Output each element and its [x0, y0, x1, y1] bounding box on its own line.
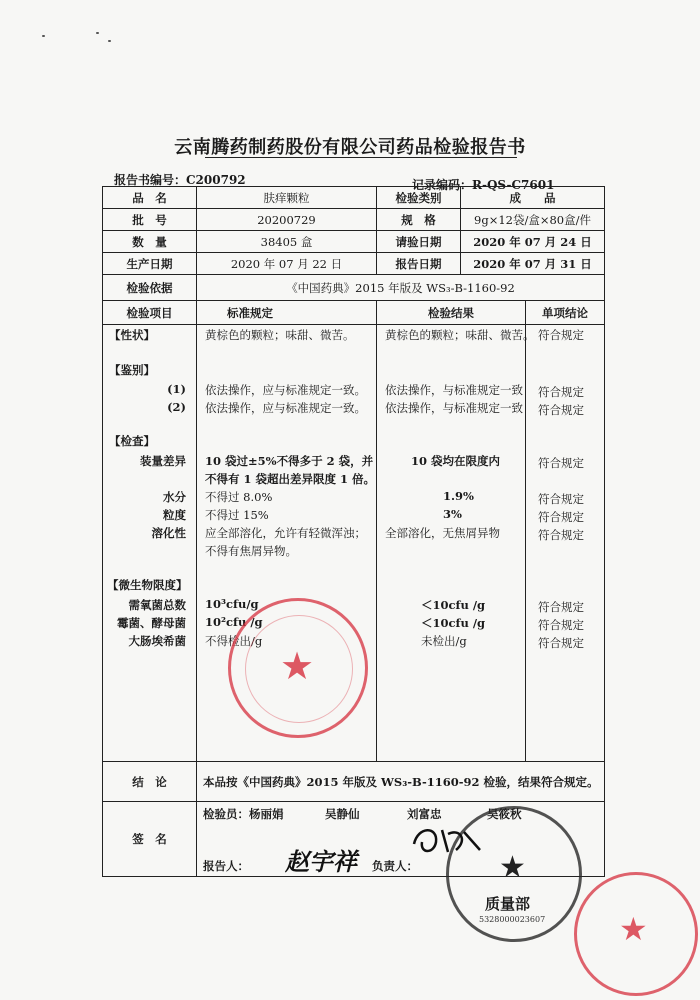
inspector-name-4: 吴筱秋 — [487, 807, 522, 821]
conclusion-zhuangliang: 符合规定 — [538, 456, 584, 470]
conclusion-dachang: 符合规定 — [538, 636, 584, 650]
scan-speck — [42, 35, 45, 37]
standard-meijun: 10²cfu /g — [205, 615, 263, 629]
quantity-label: 数 量 — [103, 231, 197, 253]
request-date-value: 2020 年 07 月 24 日 — [461, 231, 605, 253]
inspection-seal — [228, 598, 368, 738]
responsible-signature — [408, 820, 488, 860]
result-lidu: 3% — [443, 507, 462, 521]
items-column — [103, 325, 197, 762]
item-shuifen: 水分 — [163, 490, 186, 504]
request-date-label: 请验日期 — [377, 231, 461, 253]
results-column — [377, 325, 535, 762]
standard-jb1: 依法操作，应与标准规定一致。 — [205, 383, 366, 397]
table-row — [103, 275, 605, 301]
reporter-signature: 赵宇祥 — [285, 847, 357, 876]
table-row — [103, 253, 605, 275]
responsible-label: 负责人： — [372, 859, 418, 873]
conclusion-text: 本品按《中国药典》2015 年版及 WS₃-B-1160-92 检验，结果符合规定。 — [197, 762, 605, 802]
inspector-name-1: 杨丽娟 — [249, 807, 284, 821]
quantity-value: 38405 盒 — [197, 231, 377, 253]
distributor-seal — [574, 872, 698, 996]
conclusion-shuifen: 符合规定 — [538, 492, 584, 506]
conclusion-xuyang: 符合规定 — [538, 600, 584, 614]
item-jb2: (2) — [167, 400, 186, 414]
result-zhuangliang: 10 袋均在限度内 — [411, 454, 501, 468]
item-weishengwu: 【微生物限度】 — [107, 578, 188, 592]
standard-shuifen: 不得过 8.0% — [205, 490, 273, 504]
item-jianbie: 【鉴别】 — [109, 363, 155, 377]
result-jb1: 依法操作，与标准规定一致 — [385, 383, 523, 397]
conclusion-label: 结 论 — [103, 762, 197, 802]
standard-zhuangliang-2: 不得有 1 袋超出差异限度 1 倍。 — [205, 472, 376, 486]
seal-inner-ring — [245, 615, 353, 723]
result-meijun: ＜10cfu /g — [421, 616, 486, 630]
result-shuifen: 1.9% — [443, 489, 474, 503]
basis-value: 《中国药典》2015 年版及 WS₃-B-1160-92 — [197, 275, 605, 301]
item-zhuangliang: 装量差异 — [140, 454, 186, 468]
standard-rongjie-2: 不得有焦屑异物。 — [205, 544, 297, 558]
conclusions-column — [526, 325, 605, 762]
distributor-seal-star-icon: ★ — [619, 910, 648, 948]
product-name-value: 肤痒颗粒 — [197, 187, 377, 209]
spec-label: 规 格 — [377, 209, 461, 231]
standard-jb2: 依法操作，应与标准规定一致。 — [205, 401, 366, 415]
result-xingzhuang: 黄棕色的颗粒；味甜、微苦。 — [385, 328, 535, 342]
item-jiancha: 【检查】 — [109, 434, 155, 448]
production-date-label: 生产日期 — [103, 253, 197, 275]
conclusion-lidu: 符合规定 — [538, 510, 584, 524]
result-dachang: 未检出/g — [421, 634, 467, 648]
result-rongjie: 全部溶化，无焦屑异物 — [385, 526, 500, 540]
title-underline — [205, 157, 517, 158]
report-date-label: 报告日期 — [377, 253, 461, 275]
document-title: 云南腾药制药股份有限公司药品检验报告书 — [174, 137, 526, 158]
conclusion-jb1: 符合规定 — [538, 385, 584, 399]
report-number: 报告书编号：C200792 — [114, 173, 246, 187]
production-date-value: 2020 年 07 月 22 日 — [197, 253, 377, 275]
result-xuyang: ＜10cfu /g — [421, 598, 486, 612]
item-rongjie: 溶化性 — [151, 526, 186, 540]
record-number: 记录编码：R-QS-C7601 — [412, 178, 555, 192]
table-header-row — [103, 301, 605, 325]
conclusion-jb2: 符合规定 — [538, 403, 584, 417]
standard-xuyang: 10³cfu/g — [205, 597, 259, 611]
test-type-value: 成 品 — [461, 187, 605, 209]
inspector-name-2: 吴静仙 — [325, 807, 360, 821]
company-seal-star-icon: ★ — [499, 850, 526, 885]
signature-label: 签 名 — [103, 802, 197, 877]
conclusion-meijun: 符合规定 — [538, 618, 584, 632]
header-standard: 标准规定 — [197, 301, 377, 325]
company-seal-code: 5328000023607 — [479, 915, 546, 924]
batch-value: 20200729 — [197, 209, 377, 231]
header-conclusion: 单项结论 — [526, 301, 605, 325]
product-name-label: 品 名 — [103, 187, 197, 209]
table-row — [103, 187, 605, 209]
scan-speck — [108, 40, 111, 42]
test-type-label: 检验类别 — [377, 187, 461, 209]
standard-rongjie-1: 应全部溶化，允许有轻微浑浊； — [205, 526, 366, 540]
conclusion-row — [103, 762, 605, 802]
report-table — [102, 186, 605, 877]
result-jb2: 依法操作，与标准规定一致 — [385, 401, 523, 415]
scan-speck — [96, 32, 99, 34]
standard-lidu: 不得过 15% — [205, 508, 269, 522]
standard-dachang: 不得检出/g — [205, 634, 263, 648]
table-row — [103, 209, 605, 231]
spec-value: 9g×12袋/盒×80盒/件 — [461, 209, 605, 231]
seal-star-icon: ★ — [280, 644, 315, 688]
standard-xingzhuang: 黄棕色的颗粒；味甜、微苦。 — [205, 328, 355, 342]
reporter-label: 报告人： — [203, 859, 249, 873]
basis-label: 检验依据 — [103, 275, 197, 301]
table-row — [103, 231, 605, 253]
header-result: 检验结果 — [377, 301, 526, 325]
item-jb1: (1) — [167, 382, 186, 396]
report-date-value: 2020 年 07 月 31 日 — [461, 253, 605, 275]
item-xingzhuang: 【性状】 — [109, 328, 155, 342]
standard-zhuangliang-1: 10 袋过±5%不得多于 2 袋，并 — [205, 454, 374, 468]
item-meijun: 霉菌、酵母菌 — [117, 616, 186, 630]
item-dachang: 大肠埃希菌 — [128, 634, 186, 648]
company-seal-dept: 质量部 — [485, 895, 531, 913]
item-xuyang: 需氧菌总数 — [128, 598, 186, 612]
conclusion-rongjie: 符合规定 — [538, 528, 584, 542]
batch-label: 批 号 — [103, 209, 197, 231]
inspector-name-3: 刘富忠 — [407, 807, 442, 821]
inspector-label: 检验员： — [203, 807, 249, 821]
header-item: 检验项目 — [103, 301, 197, 325]
item-lidu: 粒度 — [163, 508, 186, 522]
conclusion-xingzhuang: 符合规定 — [538, 328, 584, 342]
